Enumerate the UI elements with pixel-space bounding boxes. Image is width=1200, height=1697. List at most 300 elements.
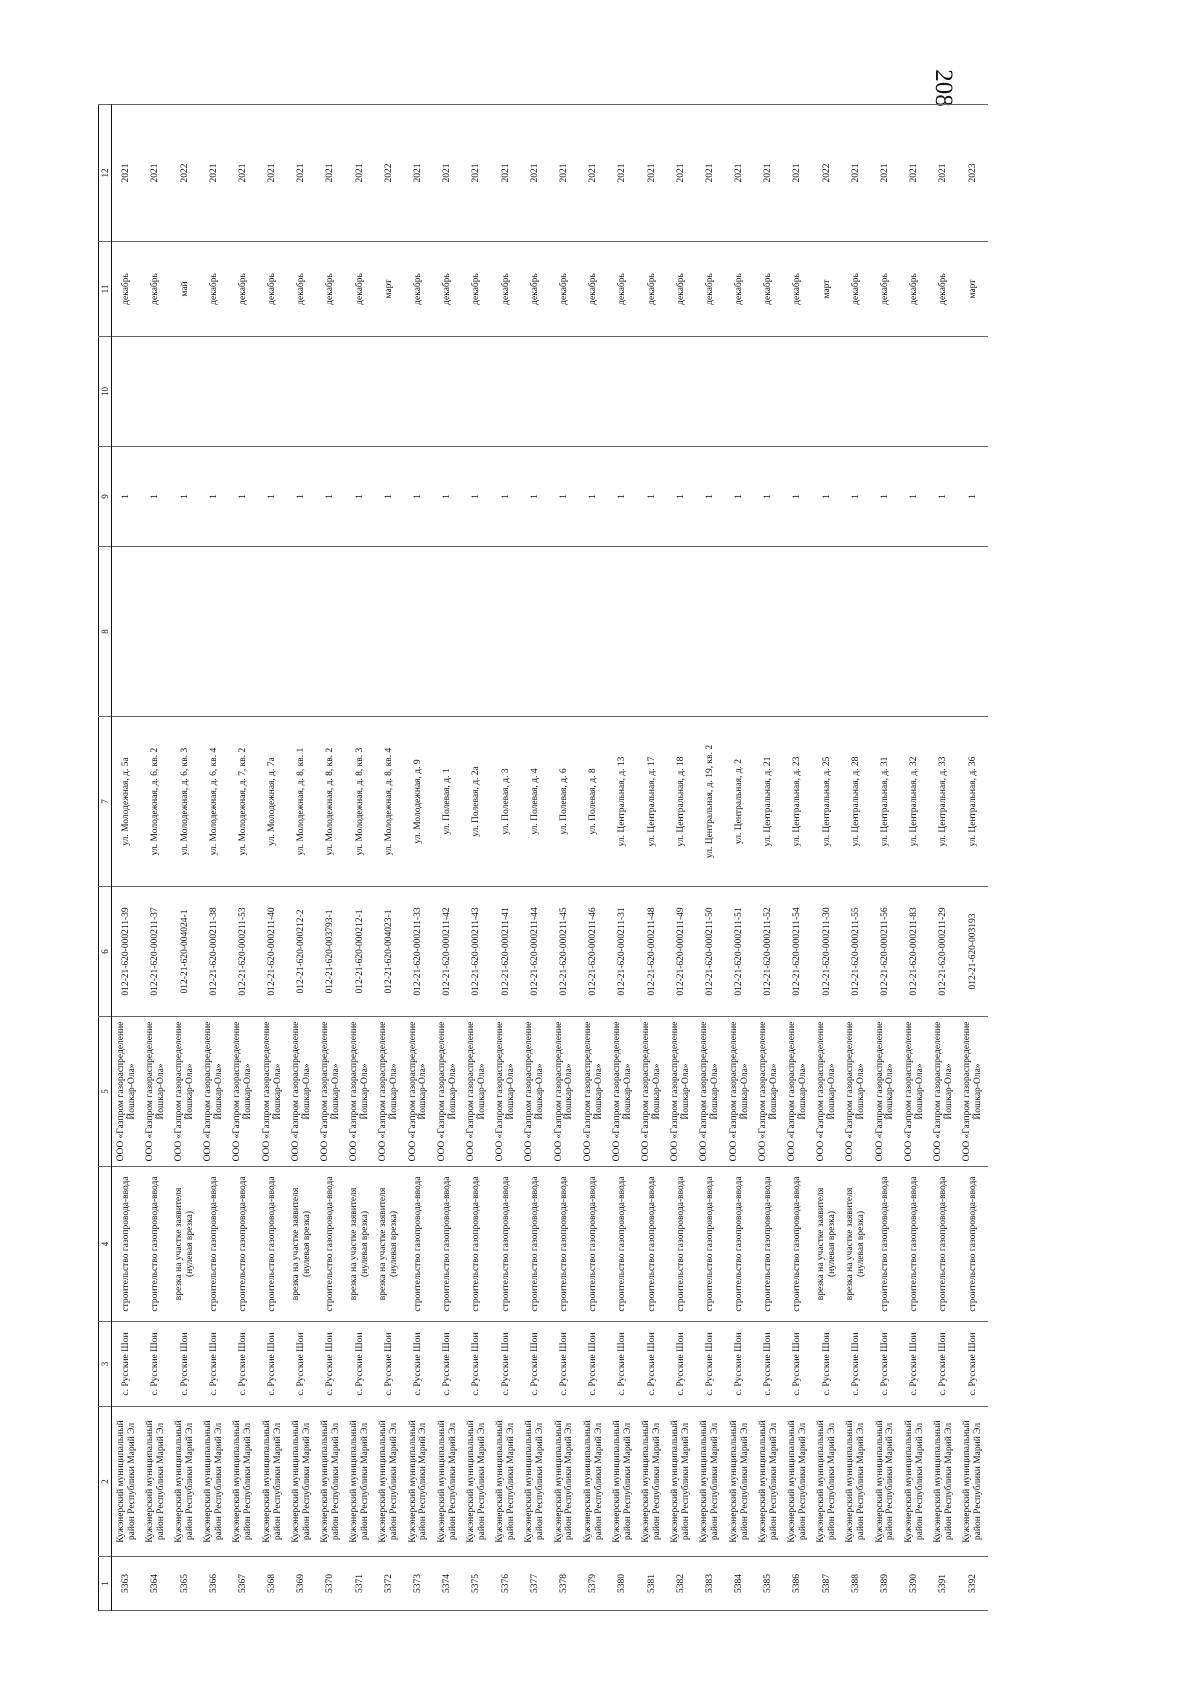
district-cell: Кужэнерский муниципальный район Республики Марий Эл bbox=[404, 1407, 433, 1557]
quantity-cell: 1 bbox=[200, 447, 229, 547]
column-10-cell bbox=[813, 337, 842, 447]
address-cell: ул. Центральная, д. 17 bbox=[637, 717, 666, 887]
settlement-cell: с. Русские Шои bbox=[783, 1322, 812, 1407]
row-number-cell: 5389 bbox=[871, 1557, 900, 1611]
district-cell: Кужэнерский муниципальный район Республики Марий Эл bbox=[258, 1407, 287, 1557]
organization-cell: ООО «Газпром газораспределение Йошкар-Ола» bbox=[813, 1017, 842, 1167]
table-row bbox=[287, 105, 316, 1611]
column-8-cell bbox=[491, 547, 520, 717]
settlement-cell: с. Русские Шои bbox=[667, 1322, 696, 1407]
organization-cell: ООО «Газпром газораспределение Йошкар-Ола» bbox=[316, 1017, 345, 1167]
organization-cell: ООО «Газпром газораспределение Йошкар-Ола» bbox=[958, 1017, 988, 1167]
table-row bbox=[783, 105, 812, 1611]
column-10-cell bbox=[550, 337, 579, 447]
year-cell: 2021 bbox=[229, 105, 258, 242]
column-10-cell bbox=[316, 337, 345, 447]
work-type-cell: врезка на участке заявителя (нулевая врезка) bbox=[170, 1167, 199, 1322]
year-cell: 2021 bbox=[287, 105, 316, 242]
quantity-cell: 1 bbox=[462, 447, 491, 547]
month-cell: декабрь bbox=[637, 242, 666, 337]
table-row bbox=[141, 105, 170, 1611]
quantity-cell: 1 bbox=[141, 447, 170, 547]
address-cell: ул. Центральная, д. 25 bbox=[813, 717, 842, 887]
district-cell: Кужэнерский муниципальный район Республики Марий Эл bbox=[462, 1407, 491, 1557]
application-code-cell: 012-21-620-000211-44 bbox=[521, 887, 550, 1017]
district-cell: Кужэнерский муниципальный район Республики Марий Эл bbox=[725, 1407, 754, 1557]
table-row bbox=[200, 105, 229, 1611]
quantity-cell: 1 bbox=[404, 447, 433, 547]
work-type-cell: строительство газопровода-ввода bbox=[112, 1167, 142, 1322]
district-cell: Кужэнерский муниципальный район Республики Марий Эл bbox=[871, 1407, 900, 1557]
work-type-cell: строительство газопровода-ввода bbox=[871, 1167, 900, 1322]
address-cell: ул. Центральная, д. 32 bbox=[900, 717, 929, 887]
table-row bbox=[842, 105, 871, 1611]
organization-cell: ООО «Газпром газораспределение Йошкар-Ола» bbox=[667, 1017, 696, 1167]
quantity-cell: 1 bbox=[929, 447, 958, 547]
column-8-cell bbox=[754, 547, 783, 717]
year-cell: 2021 bbox=[491, 105, 520, 242]
column-10-cell bbox=[375, 337, 404, 447]
address-cell: ул. Полевая, д. 3 bbox=[491, 717, 520, 887]
quantity-cell: 1 bbox=[433, 447, 462, 547]
register-body bbox=[112, 105, 989, 1611]
row-number-cell: 5368 bbox=[258, 1557, 287, 1611]
settlement-cell: с. Русские Шои bbox=[900, 1322, 929, 1407]
district-cell: Кужэнерский муниципальный район Республики Марий Эл bbox=[667, 1407, 696, 1557]
month-cell: декабрь bbox=[900, 242, 929, 337]
address-cell: ул. Центральная, д. 33 bbox=[929, 717, 958, 887]
work-type-cell: врезка на участке заявителя (нулевая врезка) bbox=[813, 1167, 842, 1322]
application-code-cell: 012-21-620-000211-55 bbox=[842, 887, 871, 1017]
table-row bbox=[229, 105, 258, 1611]
application-code-cell: 012-21-620-000211-48 bbox=[637, 887, 666, 1017]
month-cell: декабрь bbox=[404, 242, 433, 337]
work-type-cell: строительство газопровода-ввода bbox=[929, 1167, 958, 1322]
table-row bbox=[725, 105, 754, 1611]
organization-cell: ООО «Газпром газораспределение Йошкар-Ола» bbox=[725, 1017, 754, 1167]
table-row bbox=[696, 105, 725, 1611]
work-type-cell: строительство газопровода-ввода bbox=[958, 1167, 988, 1322]
year-cell: 2022 bbox=[375, 105, 404, 242]
column-8-cell bbox=[813, 547, 842, 717]
work-type-cell: строительство газопровода-ввода bbox=[900, 1167, 929, 1322]
column-8-cell bbox=[141, 547, 170, 717]
column-header-9: 9 bbox=[99, 447, 112, 547]
application-code-cell: 012-21-620-004024-1 bbox=[170, 887, 199, 1017]
column-8-cell bbox=[900, 547, 929, 717]
settlement-cell: с. Русские Шои bbox=[579, 1322, 608, 1407]
work-type-cell: врезка на участке заявителя (нулевая врезка) bbox=[842, 1167, 871, 1322]
district-cell: Кужэнерский муниципальный район Республики Марий Эл bbox=[637, 1407, 666, 1557]
row-number-cell: 5375 bbox=[462, 1557, 491, 1611]
column-8-cell bbox=[667, 547, 696, 717]
row-number-cell: 5379 bbox=[579, 1557, 608, 1611]
column-10-cell bbox=[637, 337, 666, 447]
application-code-cell: 012-21-620-003793-1 bbox=[316, 887, 345, 1017]
gas-connection-register-table bbox=[98, 104, 988, 1611]
district-cell: Кужэнерский муниципальный район Республики Марий Эл bbox=[375, 1407, 404, 1557]
row-number-cell: 5365 bbox=[170, 1557, 199, 1611]
year-cell: 2021 bbox=[783, 105, 812, 242]
address-cell: ул. Молодежная, д. 6, кв. 2 bbox=[141, 717, 170, 887]
address-cell: ул. Молодежная, д. 6, кв. 3 bbox=[170, 717, 199, 887]
work-type-cell: строительство газопровода-ввода bbox=[754, 1167, 783, 1322]
settlement-cell: с. Русские Шои bbox=[287, 1322, 316, 1407]
settlement-cell: с. Русские Шои bbox=[112, 1322, 142, 1407]
quantity-cell: 1 bbox=[346, 447, 375, 547]
settlement-cell: с. Русские Шои bbox=[229, 1322, 258, 1407]
table-row bbox=[579, 105, 608, 1611]
column-10-cell bbox=[258, 337, 287, 447]
settlement-cell: с. Русские Шои bbox=[813, 1322, 842, 1407]
year-cell: 2021 bbox=[112, 105, 142, 242]
application-code-cell: 012-21-620-000211-39 bbox=[112, 887, 142, 1017]
column-10-cell bbox=[462, 337, 491, 447]
quantity-cell: 1 bbox=[550, 447, 579, 547]
district-cell: Кужэнерский муниципальный район Республики Марий Эл bbox=[813, 1407, 842, 1557]
column-header-12: 12 bbox=[99, 105, 112, 242]
column-8-cell bbox=[725, 547, 754, 717]
column-10-cell bbox=[200, 337, 229, 447]
organization-cell: ООО «Газпром газораспределение Йошкар-Ола» bbox=[754, 1017, 783, 1167]
row-number-cell: 5392 bbox=[958, 1557, 988, 1611]
quantity-cell: 1 bbox=[375, 447, 404, 547]
district-cell: Кужэнерский муниципальный район Республики Марий Эл bbox=[229, 1407, 258, 1557]
district-cell: Кужэнерский муниципальный район Республики Марий Эл bbox=[433, 1407, 462, 1557]
column-10-cell bbox=[287, 337, 316, 447]
organization-cell: ООО «Газпром газораспределение Йошкар-Ола» bbox=[258, 1017, 287, 1167]
work-type-cell: строительство газопровода-ввода bbox=[725, 1167, 754, 1322]
work-type-cell: строительство газопровода-ввода bbox=[316, 1167, 345, 1322]
month-cell: декабрь bbox=[200, 242, 229, 337]
year-cell: 2021 bbox=[696, 105, 725, 242]
column-8-cell bbox=[258, 547, 287, 717]
application-code-cell: 012-21-620-000211-83 bbox=[900, 887, 929, 1017]
month-cell: декабрь bbox=[608, 242, 637, 337]
quantity-cell: 1 bbox=[608, 447, 637, 547]
quantity-cell: 1 bbox=[842, 447, 871, 547]
year-cell: 2021 bbox=[637, 105, 666, 242]
column-header-1: 1 bbox=[99, 1557, 112, 1611]
month-cell: декабрь bbox=[141, 242, 170, 337]
table-row bbox=[813, 105, 842, 1611]
column-8-cell bbox=[637, 547, 666, 717]
district-cell: Кужэнерский муниципальный район Республики Марий Эл bbox=[346, 1407, 375, 1557]
address-cell: ул. Центральная, д. 2 bbox=[725, 717, 754, 887]
application-code-cell: 012-21-620-000211-37 bbox=[141, 887, 170, 1017]
address-cell: ул. Молодежная, д. 8, кв. 3 bbox=[346, 717, 375, 887]
application-code-cell: 012-21-620-000211-43 bbox=[462, 887, 491, 1017]
column-10-cell bbox=[433, 337, 462, 447]
work-type-cell: врезка на участке заявителя (нулевая врезка) bbox=[287, 1167, 316, 1322]
year-cell: 2021 bbox=[258, 105, 287, 242]
table-row bbox=[637, 105, 666, 1611]
settlement-cell: с. Русские Шои bbox=[346, 1322, 375, 1407]
settlement-cell: с. Русские Шои bbox=[375, 1322, 404, 1407]
row-number-cell: 5371 bbox=[346, 1557, 375, 1611]
row-number-cell: 5369 bbox=[287, 1557, 316, 1611]
address-cell: ул. Молодежная, д. 8, кв. 2 bbox=[316, 717, 345, 887]
address-cell: ул. Полевая, д. 1 bbox=[433, 717, 462, 887]
address-cell: ул. Центральная, д. 23 bbox=[783, 717, 812, 887]
table-row bbox=[112, 105, 142, 1611]
quantity-cell: 1 bbox=[900, 447, 929, 547]
district-cell: Кужэнерский муниципальный район Республики Марий Эл bbox=[550, 1407, 579, 1557]
application-code-cell: 012-21-620-000211-29 bbox=[929, 887, 958, 1017]
month-cell: март bbox=[375, 242, 404, 337]
rotated-register-sheet bbox=[98, 105, 988, 1611]
address-cell: ул. Центральная, д. 18 bbox=[667, 717, 696, 887]
application-code-cell: 012-21-620-000211-41 bbox=[491, 887, 520, 1017]
column-8-cell bbox=[929, 547, 958, 717]
year-cell: 2022 bbox=[170, 105, 199, 242]
column-10-cell bbox=[521, 337, 550, 447]
row-number-cell: 5372 bbox=[375, 1557, 404, 1611]
month-cell: декабрь bbox=[112, 242, 142, 337]
month-cell: декабрь bbox=[433, 242, 462, 337]
district-cell: Кужэнерский муниципальный район Республики Марий Эл bbox=[783, 1407, 812, 1557]
table-row bbox=[521, 105, 550, 1611]
district-cell: Кужэнерский муниципальный район Республики Марий Эл bbox=[141, 1407, 170, 1557]
table-row bbox=[316, 105, 345, 1611]
work-type-cell: строительство газопровода-ввода bbox=[141, 1167, 170, 1322]
month-cell: декабрь bbox=[258, 242, 287, 337]
table-row bbox=[929, 105, 958, 1611]
table-row bbox=[258, 105, 287, 1611]
column-header-3: 3 bbox=[99, 1322, 112, 1407]
settlement-cell: с. Русские Шои bbox=[316, 1322, 345, 1407]
address-cell: ул. Центральная, д. 21 bbox=[754, 717, 783, 887]
district-cell: Кужэнерский муниципальный район Республики Марий Эл bbox=[112, 1407, 142, 1557]
application-code-cell: 012-21-620-000212-2 bbox=[287, 887, 316, 1017]
address-cell: ул. Центральная, д. 13 bbox=[608, 717, 637, 887]
table-row bbox=[550, 105, 579, 1611]
table-row bbox=[375, 105, 404, 1611]
address-cell: ул. Молодежная, д. 6, кв. 4 bbox=[200, 717, 229, 887]
quantity-cell: 1 bbox=[170, 447, 199, 547]
organization-cell: ООО «Газпром газораспределение Йошкар-Ола» bbox=[900, 1017, 929, 1167]
organization-cell: ООО «Газпром газораспределение Йошкар-Ола» bbox=[346, 1017, 375, 1167]
organization-cell: ООО «Газпром газораспределение Йошкар-Ола» bbox=[929, 1017, 958, 1167]
district-cell: Кужэнерский муниципальный район Республики Марий Эл bbox=[754, 1407, 783, 1557]
column-header-11: 11 bbox=[99, 242, 112, 337]
settlement-cell: с. Русские Шои bbox=[521, 1322, 550, 1407]
settlement-cell: с. Русские Шои bbox=[404, 1322, 433, 1407]
column-10-cell bbox=[579, 337, 608, 447]
quantity-cell: 1 bbox=[287, 447, 316, 547]
table-row bbox=[491, 105, 520, 1611]
work-type-cell: строительство газопровода-ввода bbox=[550, 1167, 579, 1322]
organization-cell: ООО «Газпром газораспределение Йошкар-Ола» bbox=[112, 1017, 142, 1167]
year-cell: 2021 bbox=[521, 105, 550, 242]
district-cell: Кужэнерский муниципальный район Республики Марий Эл bbox=[958, 1407, 988, 1557]
settlement-cell: с. Русские Шои bbox=[550, 1322, 579, 1407]
column-8-cell bbox=[871, 547, 900, 717]
table-row bbox=[667, 105, 696, 1611]
work-type-cell: строительство газопровода-ввода bbox=[667, 1167, 696, 1322]
column-8-cell bbox=[316, 547, 345, 717]
row-number-cell: 5367 bbox=[229, 1557, 258, 1611]
work-type-cell: строительство газопровода-ввода bbox=[696, 1167, 725, 1322]
settlement-cell: с. Русские Шои bbox=[958, 1322, 988, 1407]
row-number-cell: 5376 bbox=[491, 1557, 520, 1611]
organization-cell: ООО «Газпром газораспределение Йошкар-Ола» bbox=[550, 1017, 579, 1167]
quantity-cell: 1 bbox=[783, 447, 812, 547]
table-row bbox=[754, 105, 783, 1611]
column-10-cell bbox=[871, 337, 900, 447]
district-cell: Кужэнерский муниципальный район Республики Марий Эл bbox=[316, 1407, 345, 1557]
row-number-cell: 5378 bbox=[550, 1557, 579, 1611]
application-code-cell: 012-21-620-000211-54 bbox=[783, 887, 812, 1017]
column-header-10: 10 bbox=[99, 337, 112, 447]
column-10-cell bbox=[491, 337, 520, 447]
organization-cell: ООО «Газпром газораспределение Йошкар-Ола» bbox=[842, 1017, 871, 1167]
settlement-cell: с. Русские Шои bbox=[200, 1322, 229, 1407]
month-cell: декабрь bbox=[346, 242, 375, 337]
address-cell: ул. Молодежная, д. 8, кв. 1 bbox=[287, 717, 316, 887]
column-header-7: 7 bbox=[99, 717, 112, 887]
row-number-cell: 5370 bbox=[316, 1557, 345, 1611]
column-10-cell bbox=[725, 337, 754, 447]
work-type-cell: строительство газопровода-ввода bbox=[579, 1167, 608, 1322]
year-cell: 2021 bbox=[141, 105, 170, 242]
district-cell: Кужэнерский муниципальный район Республики Марий Эл bbox=[521, 1407, 550, 1557]
organization-cell: ООО «Газпром газораспределение Йошкар-Ола» bbox=[404, 1017, 433, 1167]
address-cell: ул. Полевая, д. 4 bbox=[521, 717, 550, 887]
year-cell: 2021 bbox=[871, 105, 900, 242]
quantity-cell: 1 bbox=[491, 447, 520, 547]
column-8-cell bbox=[579, 547, 608, 717]
month-cell: декабрь bbox=[521, 242, 550, 337]
quantity-cell: 1 bbox=[637, 447, 666, 547]
year-cell: 2021 bbox=[608, 105, 637, 242]
application-code-cell: 012-21-620-000211-40 bbox=[258, 887, 287, 1017]
application-code-cell: 012-21-620-004023-1 bbox=[375, 887, 404, 1017]
application-code-cell: 012-21-620-000211-51 bbox=[725, 887, 754, 1017]
settlement-cell: с. Русские Шои bbox=[637, 1322, 666, 1407]
table-row bbox=[608, 105, 637, 1611]
work-type-cell: строительство газопровода-ввода bbox=[608, 1167, 637, 1322]
district-cell: Кужэнерский муниципальный район Республики Марий Эл bbox=[200, 1407, 229, 1557]
month-cell: декабрь bbox=[929, 242, 958, 337]
row-number-cell: 5366 bbox=[200, 1557, 229, 1611]
year-cell: 2021 bbox=[929, 105, 958, 242]
column-header-6: 6 bbox=[99, 887, 112, 1017]
work-type-cell: врезка на участке заявителя (нулевая врезка) bbox=[375, 1167, 404, 1322]
settlement-cell: с. Русские Шои bbox=[433, 1322, 462, 1407]
table-row bbox=[462, 105, 491, 1611]
work-type-cell: врезка на участке заявителя (нулевая врезка) bbox=[346, 1167, 375, 1322]
column-8-cell bbox=[200, 547, 229, 717]
year-cell: 2021 bbox=[433, 105, 462, 242]
column-10-cell bbox=[958, 337, 988, 447]
work-type-cell: строительство газопровода-ввода bbox=[783, 1167, 812, 1322]
month-cell: декабрь bbox=[842, 242, 871, 337]
district-cell: Кужэнерский муниципальный район Республики Марий Эл bbox=[287, 1407, 316, 1557]
column-8-cell bbox=[346, 547, 375, 717]
row-number-cell: 5385 bbox=[754, 1557, 783, 1611]
column-8-cell bbox=[783, 547, 812, 717]
quantity-cell: 1 bbox=[696, 447, 725, 547]
application-code-cell: 012-21-620-000211-42 bbox=[433, 887, 462, 1017]
address-cell: ул. Полевая, д. 8 bbox=[579, 717, 608, 887]
quantity-cell: 1 bbox=[958, 447, 988, 547]
settlement-cell: с. Русские Шои bbox=[258, 1322, 287, 1407]
organization-cell: ООО «Газпром газораспределение Йошкар-Ола» bbox=[141, 1017, 170, 1167]
column-8-cell bbox=[229, 547, 258, 717]
row-number-cell: 5386 bbox=[783, 1557, 812, 1611]
month-cell: март bbox=[813, 242, 842, 337]
row-number-cell: 5391 bbox=[929, 1557, 958, 1611]
column-8-cell bbox=[462, 547, 491, 717]
month-cell: декабрь bbox=[316, 242, 345, 337]
column-number-header-row bbox=[99, 105, 112, 1611]
month-cell: декабрь bbox=[667, 242, 696, 337]
month-cell: декабрь bbox=[550, 242, 579, 337]
column-10-cell bbox=[404, 337, 433, 447]
application-code-cell: 012-21-620-000211-56 bbox=[871, 887, 900, 1017]
organization-cell: ООО «Газпром газораспределение Йошкар-Ола» bbox=[433, 1017, 462, 1167]
organization-cell: ООО «Газпром газораспределение Йошкар-Ола» bbox=[637, 1017, 666, 1167]
address-cell: ул. Центральная, д. 19, кв. 2 bbox=[696, 717, 725, 887]
quantity-cell: 1 bbox=[579, 447, 608, 547]
work-type-cell: строительство газопровода-ввода bbox=[637, 1167, 666, 1322]
column-10-cell bbox=[842, 337, 871, 447]
district-cell: Кужэнерский муниципальный район Республики Марий Эл bbox=[900, 1407, 929, 1557]
district-cell: Кужэнерский муниципальный район Республики Марий Эл bbox=[929, 1407, 958, 1557]
work-type-cell: строительство газопровода-ввода bbox=[404, 1167, 433, 1322]
column-8-cell bbox=[842, 547, 871, 717]
row-number-cell: 5381 bbox=[637, 1557, 666, 1611]
table-row bbox=[404, 105, 433, 1611]
year-cell: 2021 bbox=[667, 105, 696, 242]
district-cell: Кужэнерский муниципальный район Республики Марий Эл bbox=[696, 1407, 725, 1557]
work-type-cell: строительство газопровода-ввода bbox=[433, 1167, 462, 1322]
organization-cell: ООО «Газпром газораспределение Йошкар-Ола» bbox=[200, 1017, 229, 1167]
organization-cell: ООО «Газпром газораспределение Йошкар-Ола» bbox=[608, 1017, 637, 1167]
application-code-cell: 012-21-620-003193 bbox=[958, 887, 988, 1017]
row-number-cell: 5380 bbox=[608, 1557, 637, 1611]
row-number-cell: 5364 bbox=[141, 1557, 170, 1611]
year-cell: 2021 bbox=[316, 105, 345, 242]
row-number-cell: 5373 bbox=[404, 1557, 433, 1611]
row-number-cell: 5383 bbox=[696, 1557, 725, 1611]
column-10-cell bbox=[141, 337, 170, 447]
month-cell: декабрь bbox=[579, 242, 608, 337]
column-8-cell bbox=[404, 547, 433, 717]
application-code-cell: 012-21-620-000211-50 bbox=[696, 887, 725, 1017]
address-cell: ул. Молодежная, д. 9 bbox=[404, 717, 433, 887]
address-cell: ул. Молодежная, д. 7, кв. 2 bbox=[229, 717, 258, 887]
settlement-cell: с. Русские Шои bbox=[141, 1322, 170, 1407]
column-10-cell bbox=[229, 337, 258, 447]
address-cell: ул. Молодежная, д. 7а bbox=[258, 717, 287, 887]
column-8-cell bbox=[521, 547, 550, 717]
application-code-cell: 012-21-620-000211-33 bbox=[404, 887, 433, 1017]
address-cell: ул. Полевая, д. 6 bbox=[550, 717, 579, 887]
work-type-cell: строительство газопровода-ввода bbox=[229, 1167, 258, 1322]
column-10-cell bbox=[608, 337, 637, 447]
application-code-cell: 012-21-620-000211-45 bbox=[550, 887, 579, 1017]
organization-cell: ООО «Газпром газораспределение Йошкар-Ола» bbox=[491, 1017, 520, 1167]
column-8-cell bbox=[112, 547, 142, 717]
quantity-cell: 1 bbox=[258, 447, 287, 547]
month-cell: декабрь bbox=[754, 242, 783, 337]
row-number-cell: 5374 bbox=[433, 1557, 462, 1611]
settlement-cell: с. Русские Шои bbox=[929, 1322, 958, 1407]
column-8-cell bbox=[170, 547, 199, 717]
organization-cell: ООО «Газпром газораспределение Йошкар-Ола» bbox=[871, 1017, 900, 1167]
